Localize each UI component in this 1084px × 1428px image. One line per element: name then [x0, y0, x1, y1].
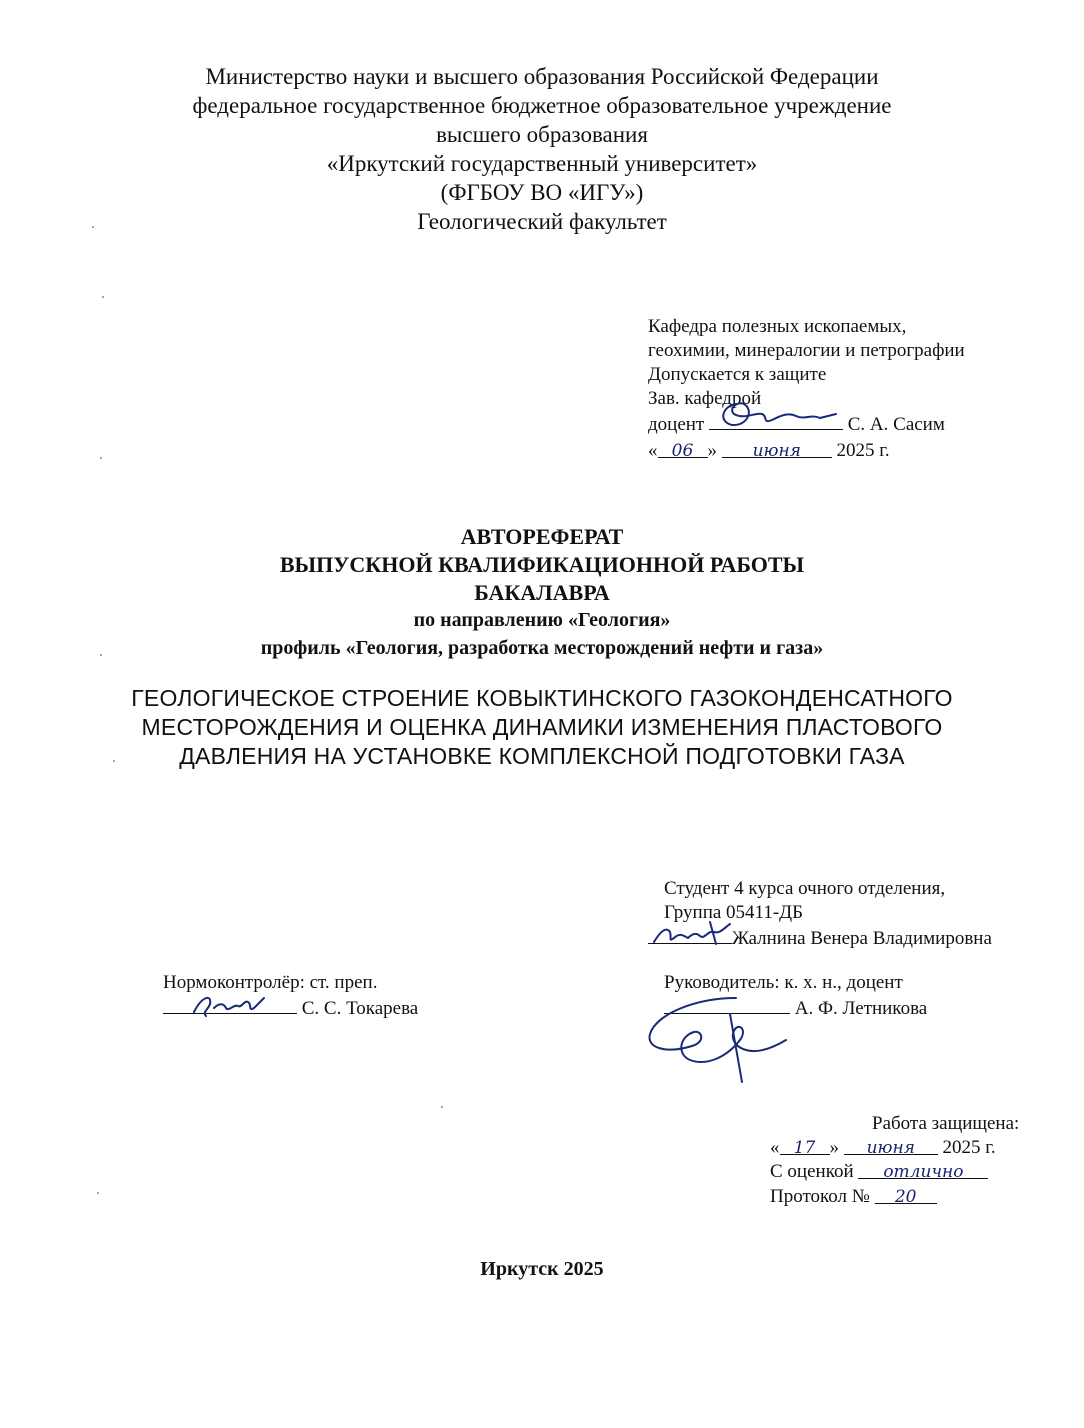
student-course: Студент 4 курса очного отделения,	[664, 878, 946, 899]
defense-month: июня	[866, 1138, 915, 1158]
normcontrol-name: С. С. Токарева	[301, 998, 419, 1019]
student-signature	[650, 918, 740, 948]
student-name: Жалнина Венера Владимировна	[732, 928, 992, 949]
scan-speck	[113, 760, 115, 762]
head-position: доцент	[648, 414, 705, 435]
institution-type-line: федеральное государственное бюджетное образовательное учреждение	[192, 93, 892, 118]
work-type: ВЫПУСКНОЙ КВАЛИФИКАЦИОННОЙ РАБОТЫ	[279, 552, 805, 577]
ministry-line: Министерство науки и высшего образования Российской Федерации	[205, 64, 879, 89]
defense-date-quote-open: «	[770, 1137, 780, 1158]
defense-date	[770, 1137, 996, 1159]
grade-blank	[858, 1161, 988, 1182]
protocol-label: Протокол №	[770, 1186, 870, 1207]
scan-speck	[100, 654, 102, 656]
normcontrol-signature	[190, 990, 270, 1020]
date-quote-close: »	[707, 440, 717, 461]
defense-day-blank	[780, 1137, 830, 1158]
approval-day-blank	[658, 440, 708, 461]
document-type: АВТОРЕФЕРАТ	[460, 524, 624, 549]
head-of-department-label: Зав. кафедрой	[648, 388, 762, 409]
date-quote-open: «	[648, 440, 658, 461]
supervisor-signature	[636, 984, 806, 1094]
approval-month-blank	[722, 440, 832, 461]
faculty-name: Геологический факультет	[417, 209, 667, 234]
defense-month-blank	[844, 1137, 938, 1158]
scan-speck	[97, 1192, 99, 1194]
approval-month: июня	[752, 441, 801, 461]
approval-year: 2025 г.	[836, 440, 890, 461]
grade-line	[770, 1161, 988, 1183]
topic-line-1: ГЕОЛОГИЧЕСКОЕ СТРОЕНИЕ КОВЫКТИНСКОГО ГАЗОКОНДЕНСАТНОГО	[131, 685, 953, 711]
profile: профиль «Геология, разработка месторождений нефти и газа»	[260, 637, 824, 659]
scan-speck	[100, 457, 102, 459]
supervisor-label: Руководитель: к. х. н., доцент	[664, 972, 903, 993]
degree: БАКАЛАВРА	[474, 580, 610, 605]
supervisor-name: А. Ф. Летникова	[794, 998, 928, 1019]
defense-date-quote-close: »	[829, 1137, 839, 1158]
protocol-blank	[875, 1186, 937, 1207]
head-signature	[710, 398, 840, 432]
student-group: Группа 05411-ДБ	[664, 902, 804, 923]
admission-text: Допускается к защите	[648, 364, 827, 385]
department-line-2: геохимии, минералогии и петрографии	[648, 340, 965, 361]
defense-label: Работа защищена:	[872, 1113, 1020, 1134]
department-line-1: Кафедра полезных ископаемых,	[648, 316, 907, 337]
approval-day: 06	[671, 441, 694, 461]
head-name: С. А. Сасим	[847, 414, 945, 435]
topic-line-3: ДАВЛЕНИЯ НА УСТАНОВКЕ КОМПЛЕКСНОЙ ПОДГОТОВКИ ГАЗА	[179, 743, 905, 769]
education-level-line: высшего образования	[436, 122, 648, 147]
university-name: «Иркутский государственный университет»	[326, 151, 758, 176]
scan-speck	[441, 1106, 443, 1108]
direction: по направлению «Геология»	[413, 609, 671, 631]
protocol-line	[770, 1186, 937, 1208]
scan-speck	[102, 296, 104, 298]
university-abbrev: (ФГБОУ ВО «ИГУ»)	[440, 180, 644, 205]
grade-label: С оценкой	[770, 1161, 854, 1182]
protocol-number: 20	[894, 1187, 917, 1207]
scan-speck	[92, 226, 94, 228]
defense-year: 2025 г.	[942, 1137, 996, 1158]
approval-date	[648, 440, 890, 462]
normcontrol-label: Нормоконтролёр: ст. преп.	[163, 972, 378, 993]
defense-day: 17	[793, 1138, 816, 1158]
city-year: Иркутск 2025	[480, 1258, 604, 1280]
topic-line-2: МЕСТОРОЖДЕНИЯ И ОЦЕНКА ДИНАМИКИ ИЗМЕНЕНИЯ ПЛАСТОВОГО	[141, 714, 943, 740]
grade-value: отлично	[883, 1162, 964, 1182]
